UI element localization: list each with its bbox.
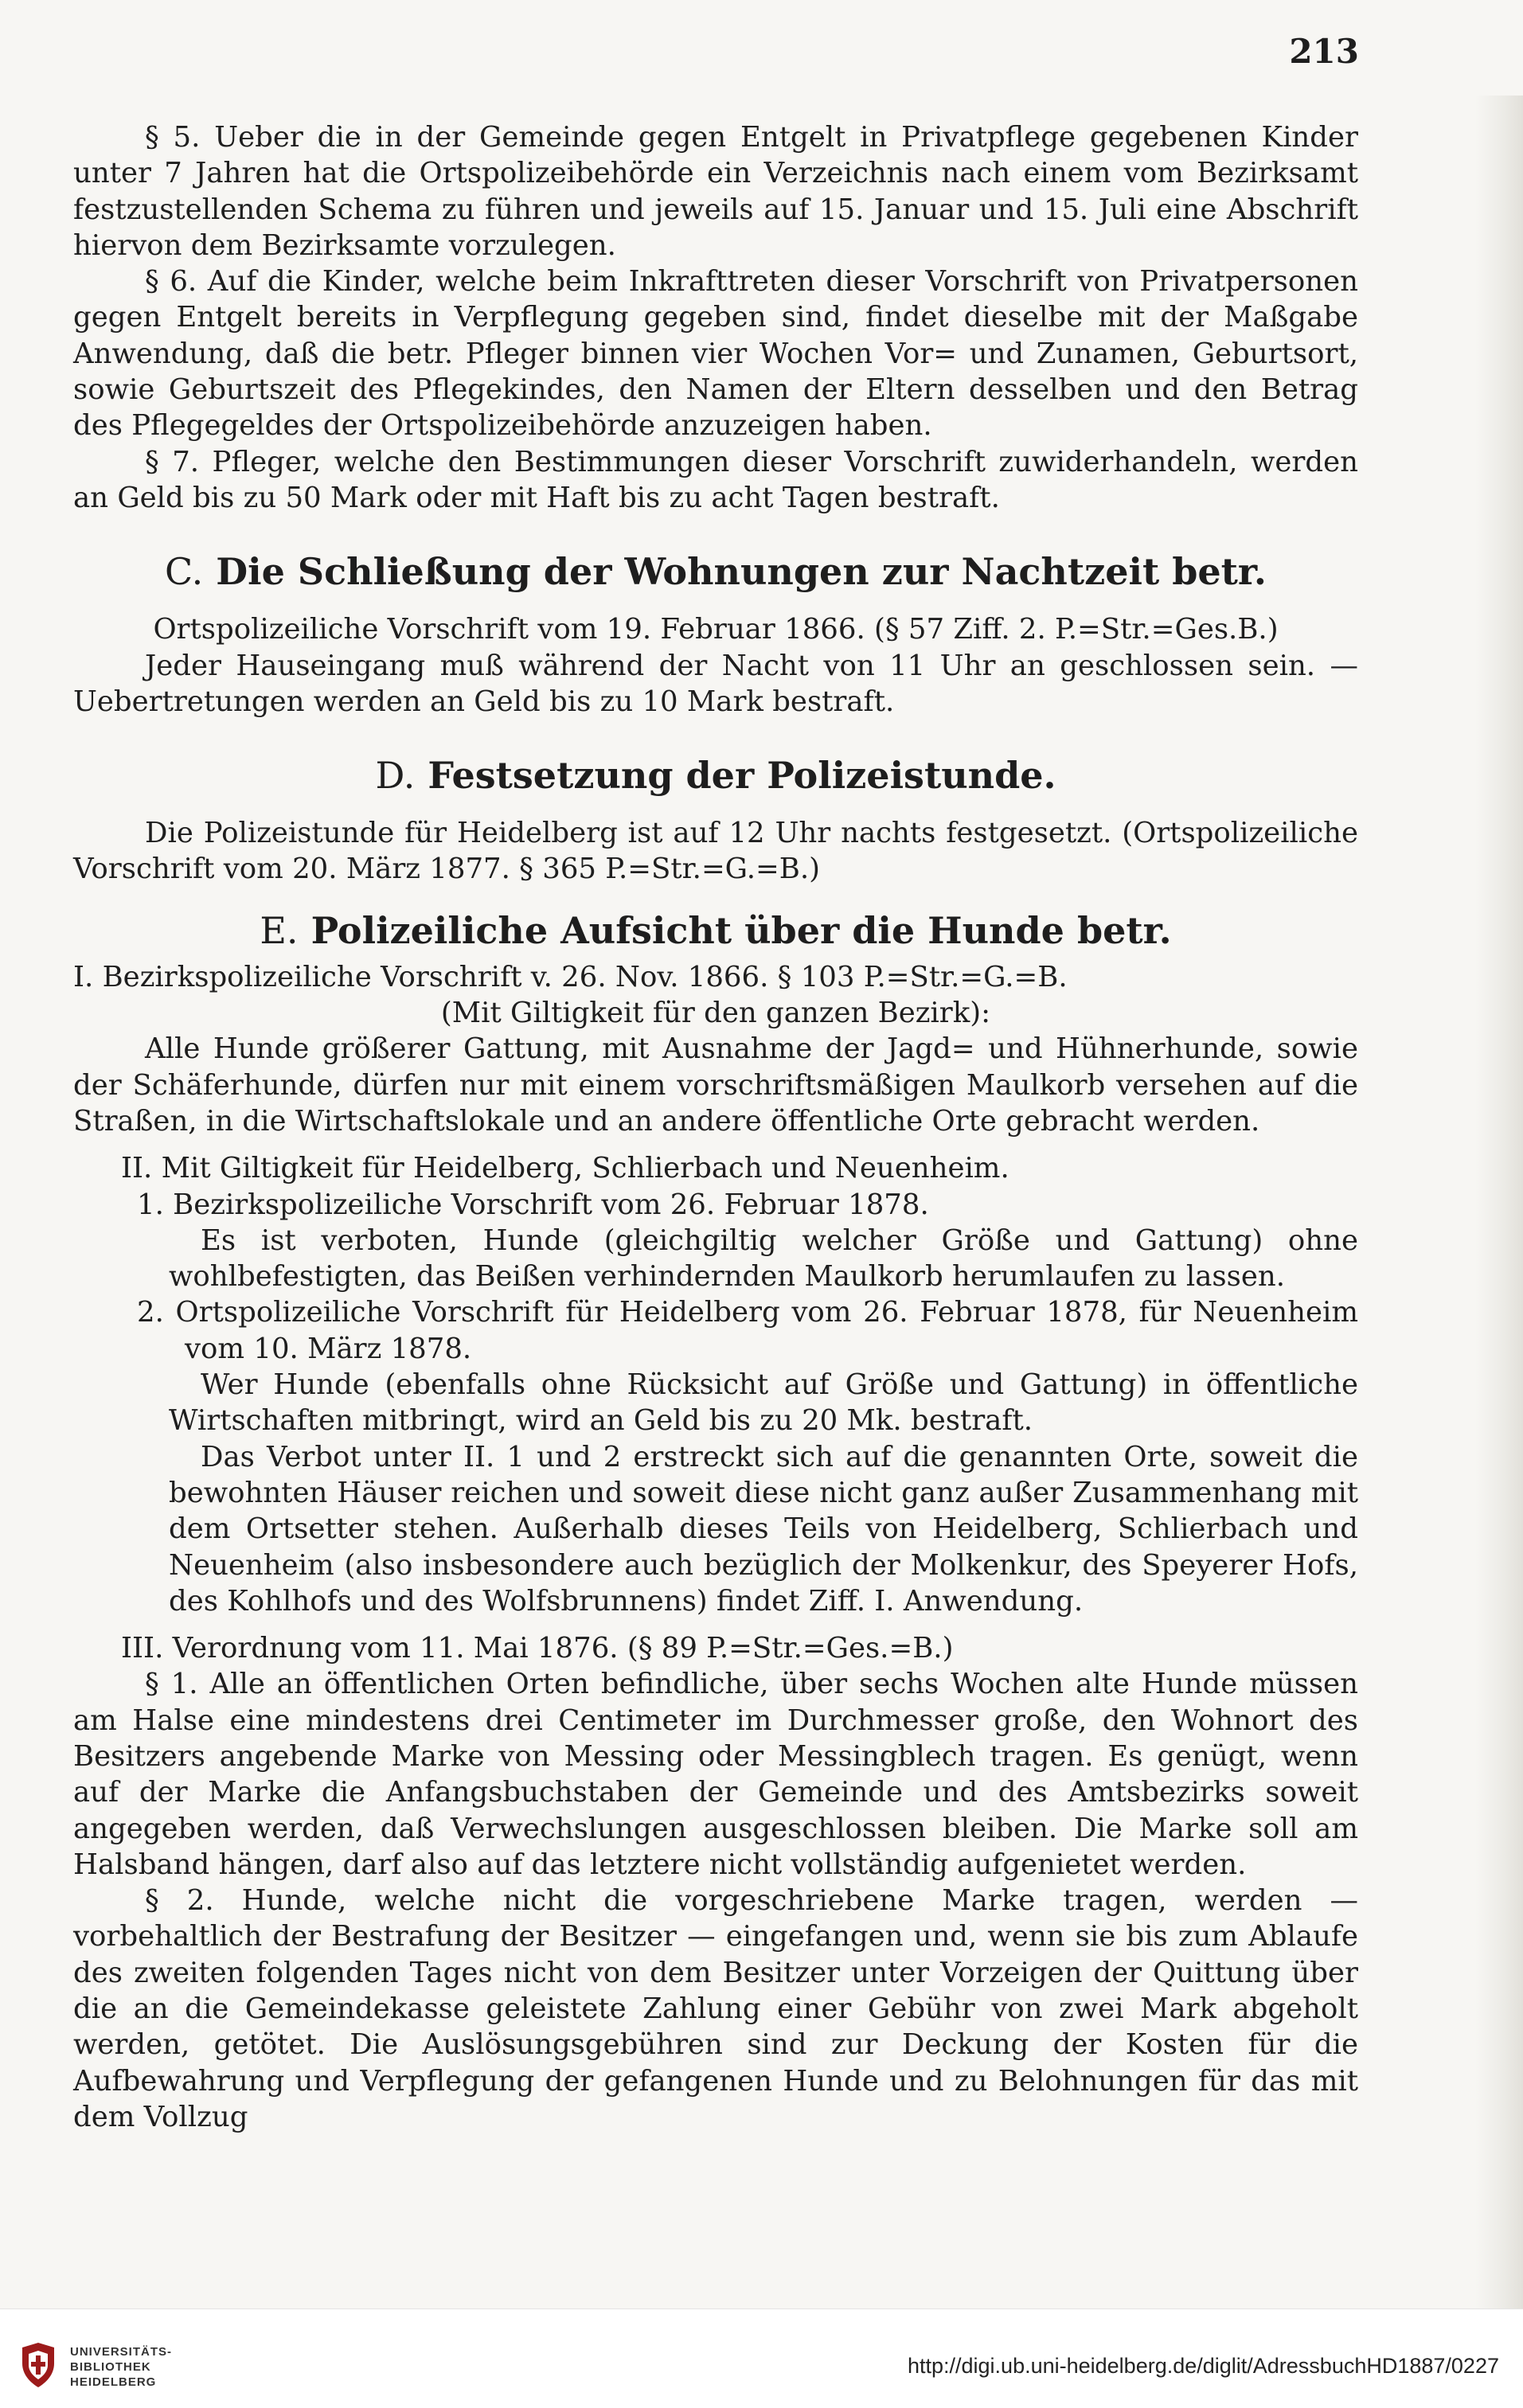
heading-d xyxy=(73,751,1358,799)
paragraph-section-7: § 7. Pfleger, welche den Bestimmungen dieser Vorschrift zuwiderhandeln, werden an Geld bis zu 50 Mark oder mit Haft bis zu acht Tagen bestraft. xyxy=(73,445,1358,514)
page-body xyxy=(73,119,1358,2135)
paragraph-d-text: Die Polizeistunde für Heidelberg ist auf 12 Uhr nachts festgesetzt. (Ortspolizeiliche Vorschrift vom 20. März 1877. § 365 P.=Str.=G.=B.) xyxy=(73,817,1358,886)
e-part-3-section-2: § 2. Hunde, welche nicht die vorgeschriebene Marke tragen, werden — vorbehaltlich der Bestrafung der Besitzer — eingefangen und, wenn sie bis zum Ablaufe des zweiten folgenden Tages nicht von dem Besitzer unter Vorzeigen der Quittung über die an die Gemeindekasse geleistete Zahlung einer Gebühr von zwei Mark abgeholt werden, getötet. Die Auslösungsgebühren sind zur Deckung der Kosten für die Aufbewahrung und Verpflegung der gefangenen Hunde und zu Belohnungen für das mit dem Vollzug xyxy=(73,1884,1358,2133)
heading-c-letter: C. xyxy=(165,550,204,594)
e-part-1-text: Alle Hunde größerer Gattung, mit Ausnahme der Jagd= und Hühnerhunde, sowie der Schäferhunde, dürfen nur mit einem vorschriftsmäßigen Maulkorb versehen auf die Straßen, in die Wirtschaftslokale und an andere öffentliche Orte gebracht werden. xyxy=(73,1032,1358,1138)
e-part-1-subheading: (Mit Giltigkeit für den ganzen Bezirk): xyxy=(440,997,991,1030)
heading-e xyxy=(73,907,1358,954)
library-name-line-1: UNIVERSITÄTS- xyxy=(70,2345,173,2359)
e-part-2-note: Das Verbot unter II. 1 und 2 erstreckt sich auf die genannten Orte, soweit die bewohnten Häuser reichen und soweit diese nicht ganz außer Zusammenhang mit dem Ortsetter stehen. Außerhalb dieses Teils von Heidelberg, Schlierbach und Neuenheim (also insbesondere auch bezüglich der Molkenkur, des Speyerer Hofs, des Kohlhofs und des Wolfsbrunnens) findet Ziff. I. Anwendung. xyxy=(169,1440,1358,1618)
university-seal-icon xyxy=(14,2341,62,2389)
source-url-link[interactable]: http://digi.ub.uni-heidelberg.de/diglit/AdressbuchHD1887/0227 xyxy=(907,2354,1499,2378)
library-name xyxy=(70,2344,172,2390)
e-part-3-heading: III. Verordnung vom 11. Mai 1876. (§ 89 P.=Str.=Ges.=B.) xyxy=(121,1632,954,1665)
scan-edge-shadow xyxy=(1475,96,1523,2308)
e-part-1-heading: I. Bezirkspolizeiliche Vorschrift v. 26. Nov. 1866. § 103 P.=Str.=G.=B. xyxy=(73,960,1068,993)
heading-c-source: Ortspolizeiliche Vorschrift vom 19. Februar 1866. (§ 57 Ziff. 2. P.=Str.=Ges.B.) xyxy=(153,613,1279,646)
e-part-2-heading: II. Mit Giltigkeit für Heidelberg, Schlierbach und Neuenheim. xyxy=(121,1152,1009,1185)
e-part-2-item-2-heading: 2. Ortspolizeiliche Vorschrift für Heidelberg vom 26. Februar 1878, für Neuenheim vom 10. März 1878. xyxy=(137,1296,1358,1365)
viewer-footer xyxy=(0,2308,1523,2408)
library-name-line-3: HEIDELBERG xyxy=(70,2375,157,2389)
e-part-2-item-1-text: Es ist verboten, Hunde (gleichgiltig welcher Größe und Gattung) ohne wohlbefestigten, das Beißen verhindernden Maulkorb herumlaufen zu lassen. xyxy=(169,1224,1358,1294)
e-part-2-item-2-text: Wer Hunde (ebenfalls ohne Rücksicht auf Größe und Gattung) in öffentliche Wirtschaften mitbringt, wird an Geld bis zu 20 Mk. bestraft. xyxy=(169,1368,1358,1438)
paragraph-section-6: § 6. Auf die Kinder, welche beim Inkrafttreten dieser Vorschrift von Privatpersonen gegen Entgelt bereits in Verpflegung gegeben sind, findet dieselbe mit der Maßgabe Anwendung, daß die betr. Pfleger binnen vier Wochen Vor= und Zunamen, Geburtsort, sowie Geburtszeit des Pflegekindes, den Namen der Eltern desselben und den Betrag des Pflegegeldes der Ortspolizeibehörde anzuzeigen haben. xyxy=(73,265,1358,443)
heading-c xyxy=(73,548,1358,595)
e-part-3-section-1: § 1. Alle an öffentlichen Orten befindliche, über sechs Wochen alte Hunde müssen am Halse eine mindestens drei Centimeter im Durchmesser große, den Wohnort des Besitzers angebende Marke von Messing oder Messingblech tragen. Es genügt, wenn auf der Marke die Anfangsbuchstaben der Gemeinde und des Amtsbezirks soweit angegeben werden, daß Verwechslungen ausgeschlossen bleiben. Die Marke soll am Halsband hängen, darf also auf das letztere nicht vollständig aufgenietet werden. xyxy=(73,1668,1358,1881)
library-name-line-2: BIBLIOTHEK xyxy=(70,2360,151,2374)
page-number: 213 xyxy=(1289,32,1359,71)
paragraph-section-5: § 5. Ueber die in der Gemeinde gegen Entgelt in Privatpflege gegebenen Kinder unter 7 Jahren hat die Ortspolizeibehörde ein Verzeichnis nach einem vom Bezirksamt festzustellenden Schema zu führen und jeweils auf 15. Januar und 15. Juli eine Abschrift hiervon dem Bezirksamte vorzulegen. xyxy=(73,121,1358,262)
e-part-2-item-1-heading: 1. Bezirkspolizeiliche Vorschrift vom 26. Februar 1878. xyxy=(137,1188,929,1221)
heading-d-letter: D. xyxy=(375,754,416,798)
heading-d-title: Festsetzung der Polizeistunde. xyxy=(428,754,1056,798)
paragraph-c-text: Jeder Hauseingang muß während der Nacht von 11 Uhr an geschlossen sein. — Uebertretungen werden an Geld bis zu 10 Mark bestraft. xyxy=(73,649,1358,718)
heading-e-title: Polizeiliche Aufsicht über die Hunde betr. xyxy=(310,908,1172,952)
heading-c-title: Die Schließung der Wohnungen zur Nachtzeit betr. xyxy=(216,550,1267,594)
heading-e-letter: E. xyxy=(260,908,299,952)
